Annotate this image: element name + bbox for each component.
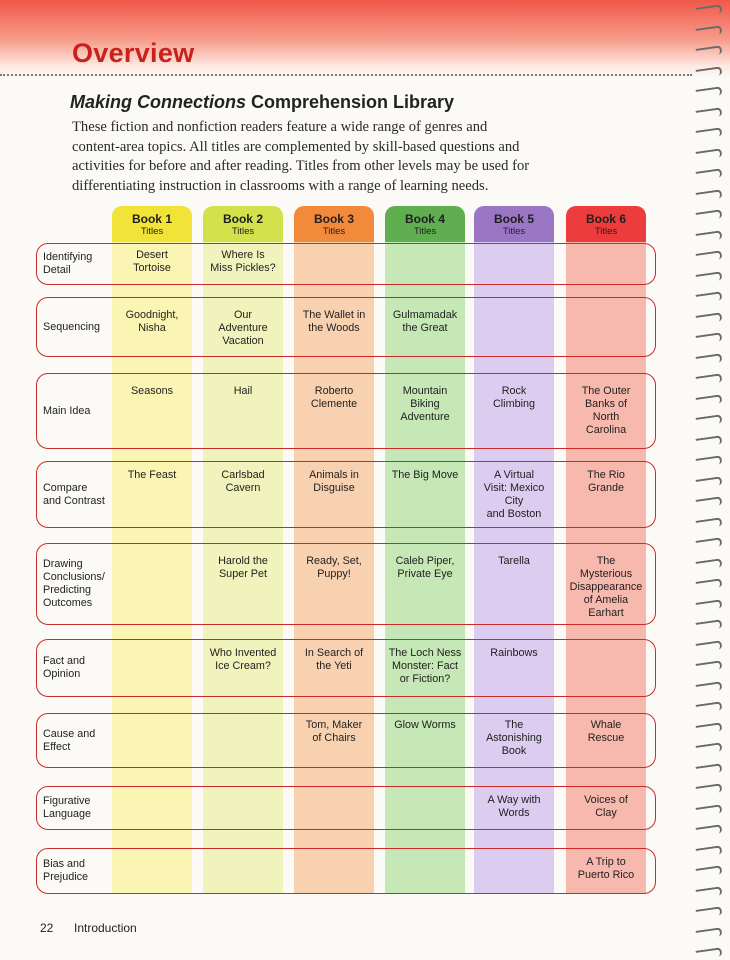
- spiral-loop: [696, 127, 723, 140]
- column-header: [112, 206, 192, 242]
- book-title-cell: Hail: [233, 385, 253, 397]
- book-title-cell: Tom, Maker of Chairs: [305, 719, 363, 744]
- spiral-loop: [696, 394, 723, 407]
- book-title-cell: The Feast: [127, 469, 177, 481]
- book-title-cell: The Loch Ness Monster: Fact or Fiction?: [388, 647, 462, 685]
- column-header: [566, 206, 646, 242]
- intro-line: These fiction and nonfiction readers feature a wide range of genres and: [72, 119, 488, 135]
- column-header-subtitle: Titles: [140, 226, 164, 237]
- column-header-title: Book 4: [404, 212, 445, 226]
- spiral-loop: [696, 763, 723, 776]
- spiral-loop: [696, 250, 723, 263]
- column-header: [294, 206, 374, 242]
- book-title-cell: Mountain Biking Adventure: [400, 385, 450, 423]
- book-title-cell: Whale Rescue: [587, 719, 625, 744]
- book-title-cell: Glow Worms: [394, 719, 456, 731]
- section-subtitle: [70, 92, 454, 113]
- book-title-cell: Who Invented Ice Cream?: [209, 647, 277, 672]
- skill-label: Compare and Contrast: [43, 481, 105, 507]
- book-title-cell: Seasons: [130, 385, 174, 397]
- book-title-cell: Our Adventure Vacation: [218, 309, 268, 347]
- page-number: 22: [40, 921, 54, 935]
- skill-label: Figurative Language: [43, 795, 92, 820]
- spiral-loop: [696, 312, 723, 325]
- spiral-loop: [696, 681, 723, 694]
- column-header-title: Book 3: [313, 212, 354, 226]
- column-header-title: Book 1: [131, 212, 172, 226]
- intro-line: differentiating instruction in classrooms with a range of learning needs.: [72, 177, 489, 194]
- book-title-cell: A Virtual Visit: Mexico City and Boston: [483, 469, 545, 520]
- spiral-loop: [696, 640, 723, 653]
- column-header-subtitle: Titles: [322, 226, 346, 237]
- spiral-loop: [696, 660, 723, 673]
- spiral-loop: [696, 845, 723, 858]
- column-header: [385, 206, 465, 242]
- spiral-loop: [696, 25, 723, 38]
- spiral-binding: [688, 0, 730, 955]
- spiral-loop: [696, 332, 723, 345]
- spiral-loop: [696, 189, 723, 202]
- book-title-cell: The Wallet in the Woods: [302, 309, 366, 334]
- book-title-cell: Roberto Clemente: [310, 385, 358, 410]
- spiral-loop: [696, 783, 723, 796]
- spiral-loop: [696, 107, 723, 120]
- book-title-cell: Carlsbad Cavern: [221, 469, 265, 494]
- spiral-loop: [696, 271, 723, 284]
- book-title-cell: In Search of the Yeti: [304, 647, 364, 672]
- book-title-cell: Voices of Clay: [584, 794, 628, 819]
- book-title-cell: The Rio Grande: [587, 469, 625, 494]
- spiral-loop: [696, 927, 723, 940]
- spiral-loop: [696, 742, 723, 755]
- spiral-loop: [696, 148, 723, 161]
- skill-row: [36, 848, 656, 894]
- spiral-loop: [696, 599, 723, 612]
- spiral-loop: [696, 578, 723, 591]
- book-title-cell: A Trip to Puerto Rico: [577, 856, 635, 881]
- book-title-cell: The Astonishing Book: [486, 719, 542, 757]
- book-title-cell: Gulmamadak the Great: [392, 309, 458, 334]
- skill-label: Bias and Prejudice: [43, 858, 89, 883]
- spiral-loop: [696, 517, 723, 530]
- skill-label: Sequencing: [43, 320, 101, 333]
- page-title: Overview: [72, 38, 195, 68]
- spiral-loop: [696, 476, 723, 489]
- spiral-loop: [696, 414, 723, 427]
- book-title-cell: Where Is Miss Pickles?: [210, 249, 276, 274]
- spiral-loop: [696, 906, 723, 919]
- skill-label: Fact and Opinion: [43, 655, 86, 680]
- spiral-loop: [696, 722, 723, 735]
- column-header-subtitle: Titles: [231, 226, 255, 237]
- book-title-cell: Caleb Piper, Private Eye: [395, 555, 455, 580]
- book-title-cell: Harold the Super Pet: [218, 555, 268, 580]
- column-header-title: Book 6: [585, 212, 626, 226]
- spiral-loop: [696, 435, 723, 448]
- spiral-loop: [696, 865, 723, 878]
- book-title-cell: Ready, Set, Puppy!: [306, 555, 362, 580]
- dotted-divider: [0, 74, 692, 76]
- spiral-loop: [696, 496, 723, 509]
- footer-section: Introduction: [74, 921, 137, 935]
- skill-row: [36, 786, 656, 830]
- spiral-loop: [696, 66, 723, 79]
- book-title-cell: Animals in Disguise: [309, 469, 359, 494]
- spiral-loop: [696, 558, 723, 571]
- subtitle-rest: Comprehension Library: [246, 92, 455, 112]
- column-header-subtitle: Titles: [594, 226, 618, 237]
- book-title-cell: Goodnight, Nisha: [125, 309, 179, 334]
- spiral-loop: [696, 619, 723, 632]
- spiral-loop: [696, 947, 723, 960]
- spiral-loop: [696, 168, 723, 181]
- book-title-cell: The Big Move: [391, 469, 459, 481]
- spiral-loop: [696, 353, 723, 366]
- spiral-loop: [696, 4, 723, 17]
- column-header-title: Book 5: [493, 212, 534, 226]
- book-title-cell: Desert Tortoise: [133, 249, 171, 274]
- column-header-subtitle: Titles: [502, 226, 526, 237]
- skill-label: Main Idea: [43, 404, 91, 417]
- spiral-loop: [696, 455, 723, 468]
- skill-label: Cause and Effect: [43, 727, 96, 753]
- column-header: [203, 206, 283, 242]
- skill-label: Identifying Detail: [43, 251, 93, 276]
- spiral-loop: [696, 537, 723, 550]
- book-title-cell: Tarella: [498, 555, 530, 567]
- spiral-loop: [696, 291, 723, 304]
- spiral-loop: [696, 804, 723, 817]
- spiral-loop: [696, 45, 723, 58]
- skill-label: Drawing Conclusions/ Predicting Outcomes: [43, 558, 105, 609]
- spiral-loop: [696, 86, 723, 99]
- book-title-cell: A Way with Words: [487, 794, 541, 819]
- spiral-loop: [696, 230, 723, 243]
- column-header-subtitle: Titles: [413, 226, 437, 237]
- subtitle-series-name: Making Connections: [70, 92, 247, 112]
- book-title-cell: The Outer Banks of North Carolina: [581, 385, 631, 436]
- book-title-cell: Rock Climbing: [492, 385, 535, 410]
- intro-line: activities for before and after reading. Titles from other levels may be used for: [72, 158, 530, 174]
- spiral-loop: [696, 373, 723, 386]
- intro-line: content-area topics. All titles are complemented by skill-based questions and: [72, 138, 520, 155]
- spiral-loop: [696, 824, 723, 837]
- spiral-loop: [696, 886, 723, 899]
- column-header: [474, 206, 554, 242]
- spiral-loop: [696, 701, 723, 714]
- column-header-title: Book 2: [222, 212, 263, 226]
- intro-paragraph: [72, 118, 592, 196]
- spiral-loop: [696, 209, 723, 222]
- book-title-cell: Rainbows: [490, 647, 538, 659]
- book-title-cell: The Mysterious Disappearance of Amelia Earhart: [569, 555, 643, 619]
